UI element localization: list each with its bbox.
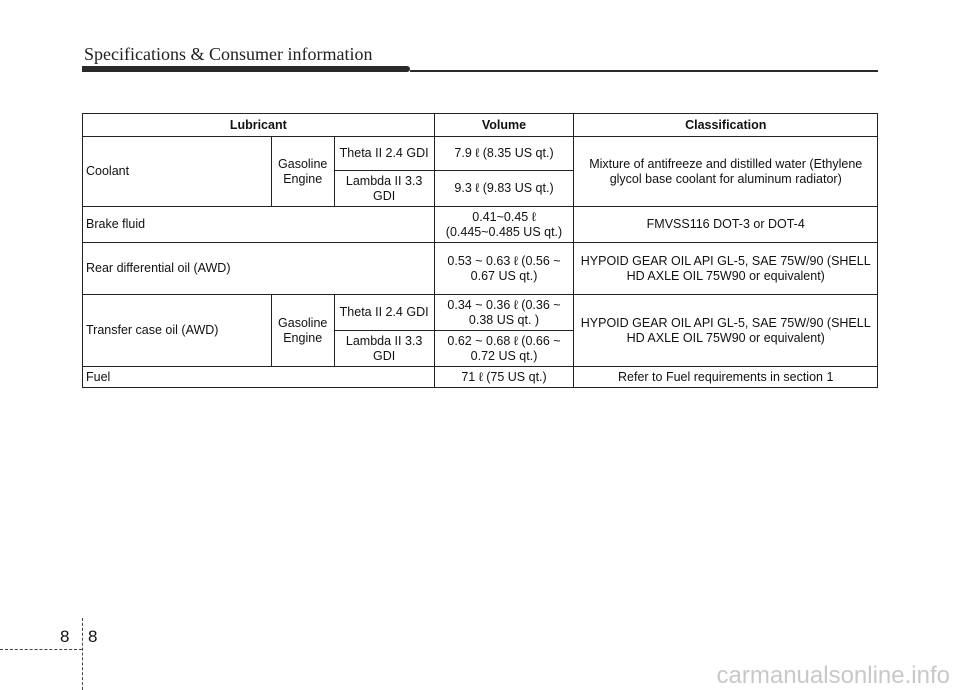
volume-cell: 7.9 ℓ (8.35 US qt.) bbox=[434, 137, 574, 171]
lubricant-transfer: Transfer case oil (AWD) bbox=[83, 295, 272, 367]
lubricant-coolant: Coolant bbox=[83, 137, 272, 207]
classification-cell: HYPOID GEAR OIL API GL-5, SAE 75W/90 (SHELL HD AXLE OIL 75W90 or equivalent) bbox=[574, 295, 878, 367]
lubricant-rear-diff: Rear differential oil (AWD) bbox=[83, 243, 435, 295]
engine-variant: Lambda II 3.3 GDI bbox=[334, 331, 434, 367]
volume-cell: 0.41~0.45 ℓ (0.445~0.485 US qt.) bbox=[434, 207, 574, 243]
volume-cell: 0.34 ~ 0.36 ℓ (0.36 ~ 0.38 US qt. ) bbox=[434, 295, 574, 331]
table-header-row bbox=[83, 114, 878, 137]
lubricant-brake: Brake fluid bbox=[83, 207, 435, 243]
table-row-brake bbox=[83, 207, 878, 243]
section-number: 8 bbox=[60, 627, 70, 646]
watermark: carmanualsonline.info bbox=[716, 662, 950, 689]
lubricant-spec-table bbox=[82, 113, 878, 388]
classification-cell: Refer to Fuel requirements in section 1 bbox=[574, 367, 878, 388]
classification-cell: FMVSS116 DOT-3 or DOT-4 bbox=[574, 207, 878, 243]
engine-variant: Lambda II 3.3 GDI bbox=[334, 171, 434, 207]
footer-divider-vertical bbox=[82, 618, 83, 690]
col-header-lubricant: Lubricant bbox=[83, 114, 435, 137]
engine-variant: Theta II 2.4 GDI bbox=[334, 295, 434, 331]
footer-divider-horizontal bbox=[0, 649, 82, 650]
page-title: Specifications & Consumer information bbox=[84, 44, 373, 64]
volume-cell: 9.3 ℓ (9.83 US qt.) bbox=[434, 171, 574, 207]
volume-cell: 0.62 ~ 0.68 ℓ (0.66 ~ 0.72 US qt.) bbox=[434, 331, 574, 367]
table-row-transfer bbox=[83, 295, 878, 331]
volume-cell: 71 ℓ (75 US qt.) bbox=[434, 367, 574, 388]
page-number: 8 bbox=[88, 627, 98, 646]
header-rule-thin bbox=[410, 70, 878, 72]
volume-cell: 0.53 ~ 0.63 ℓ (0.56 ~ 0.67 US qt.) bbox=[434, 243, 574, 295]
col-header-volume: Volume bbox=[434, 114, 574, 137]
col-header-classification: Classification bbox=[574, 114, 878, 137]
header-rule-thick bbox=[82, 66, 410, 72]
table-row-rear-diff bbox=[83, 243, 878, 295]
lubricant-fuel: Fuel bbox=[83, 367, 435, 388]
classification-cell: Mixture of antifreeze and distilled water (Ethylene glycol base coolant for aluminum radiator) bbox=[574, 137, 878, 207]
classification-cell: HYPOID GEAR OIL API GL-5, SAE 75W/90 (SHELL HD AXLE OIL 75W90 or equivalent) bbox=[574, 243, 878, 295]
table-row-fuel bbox=[83, 367, 878, 388]
table-row-coolant bbox=[83, 137, 878, 171]
engine-variant: Theta II 2.4 GDI bbox=[334, 137, 434, 171]
engine-type: Gasoline Engine bbox=[271, 137, 334, 207]
engine-type: Gasoline Engine bbox=[271, 295, 334, 367]
